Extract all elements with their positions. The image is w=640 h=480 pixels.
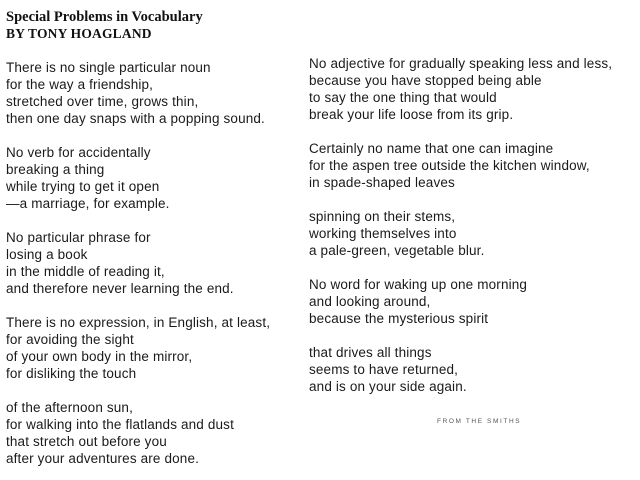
poem-line: that stretch out before you xyxy=(6,434,167,449)
poem-line: losing a book xyxy=(6,247,88,262)
poem-byline: BY TONY HOAGLAND xyxy=(6,26,152,41)
stanza xyxy=(6,399,306,467)
poem-line: after your adventures are done. xyxy=(6,451,200,466)
poem-line: working themselves into xyxy=(309,226,457,241)
poem-line: of your own body in the mirror, xyxy=(6,349,193,364)
poem-header xyxy=(6,8,203,42)
poem-line: and looking around, xyxy=(309,294,431,309)
poem-line: break your life loose from its grip. xyxy=(309,107,514,122)
source-credit: FROM THE SMITHS xyxy=(437,418,522,425)
poem-line: that drives all things xyxy=(309,345,432,360)
poem-line: for the way a friendship, xyxy=(6,77,154,92)
poem-line: There is no expression, in English, at least, xyxy=(6,315,271,330)
poem-line: No adjective for gradually speaking less and less, xyxy=(309,56,613,71)
poem-line: because you have stopped being able xyxy=(309,73,542,88)
poem-line: seems to have returned, xyxy=(309,362,459,377)
poem-line: of the afternoon sun, xyxy=(6,400,133,415)
poem-line: for the aspen tree outside the kitchen window, xyxy=(309,158,590,173)
stanza xyxy=(309,140,640,191)
poem-line: because the mysterious spirit xyxy=(309,311,489,326)
poem-line: for avoiding the sight xyxy=(6,332,134,347)
stanza xyxy=(6,144,306,212)
poem-column-right xyxy=(309,55,640,412)
poem-line: spinning on their stems, xyxy=(309,209,456,224)
poem-line: in spade-shaped leaves xyxy=(309,175,455,190)
stanza xyxy=(309,276,640,327)
poem-column-left xyxy=(6,59,306,480)
poem-line: a pale-green, vegetable blur. xyxy=(309,243,485,258)
poem-line: for walking into the flatlands and dust xyxy=(6,417,234,432)
poem-title: Special Problems in Vocabulary xyxy=(6,9,203,25)
stanza xyxy=(309,344,640,395)
poem-line: No particular phrase for xyxy=(6,230,151,245)
poem-line: and therefore never learning the end. xyxy=(6,281,234,296)
stanza xyxy=(6,314,306,382)
stanza xyxy=(309,55,640,123)
poem-line: There is no single particular noun xyxy=(6,60,211,75)
poem-line: breaking a thing xyxy=(6,162,105,177)
stanza xyxy=(309,208,640,259)
poem-line: while trying to get it open xyxy=(6,179,160,194)
poem-line: and is on your side again. xyxy=(309,379,467,394)
poem-line: then one day snaps with a popping sound. xyxy=(6,111,265,126)
poem-line: —a marriage, for example. xyxy=(6,196,170,211)
poem-line: stretched over time, grows thin, xyxy=(6,94,199,109)
poem-line: No word for waking up one morning xyxy=(309,277,528,292)
poem-line: No verb for accidentally xyxy=(6,145,151,160)
stanza xyxy=(6,59,306,127)
poem-line: for disliking the touch xyxy=(6,366,137,381)
poem-line: in the middle of reading it, xyxy=(6,264,165,279)
stanza xyxy=(6,229,306,297)
poem-line: to say the one thing that would xyxy=(309,90,497,105)
poem-line: Certainly no name that one can imagine xyxy=(309,141,554,156)
